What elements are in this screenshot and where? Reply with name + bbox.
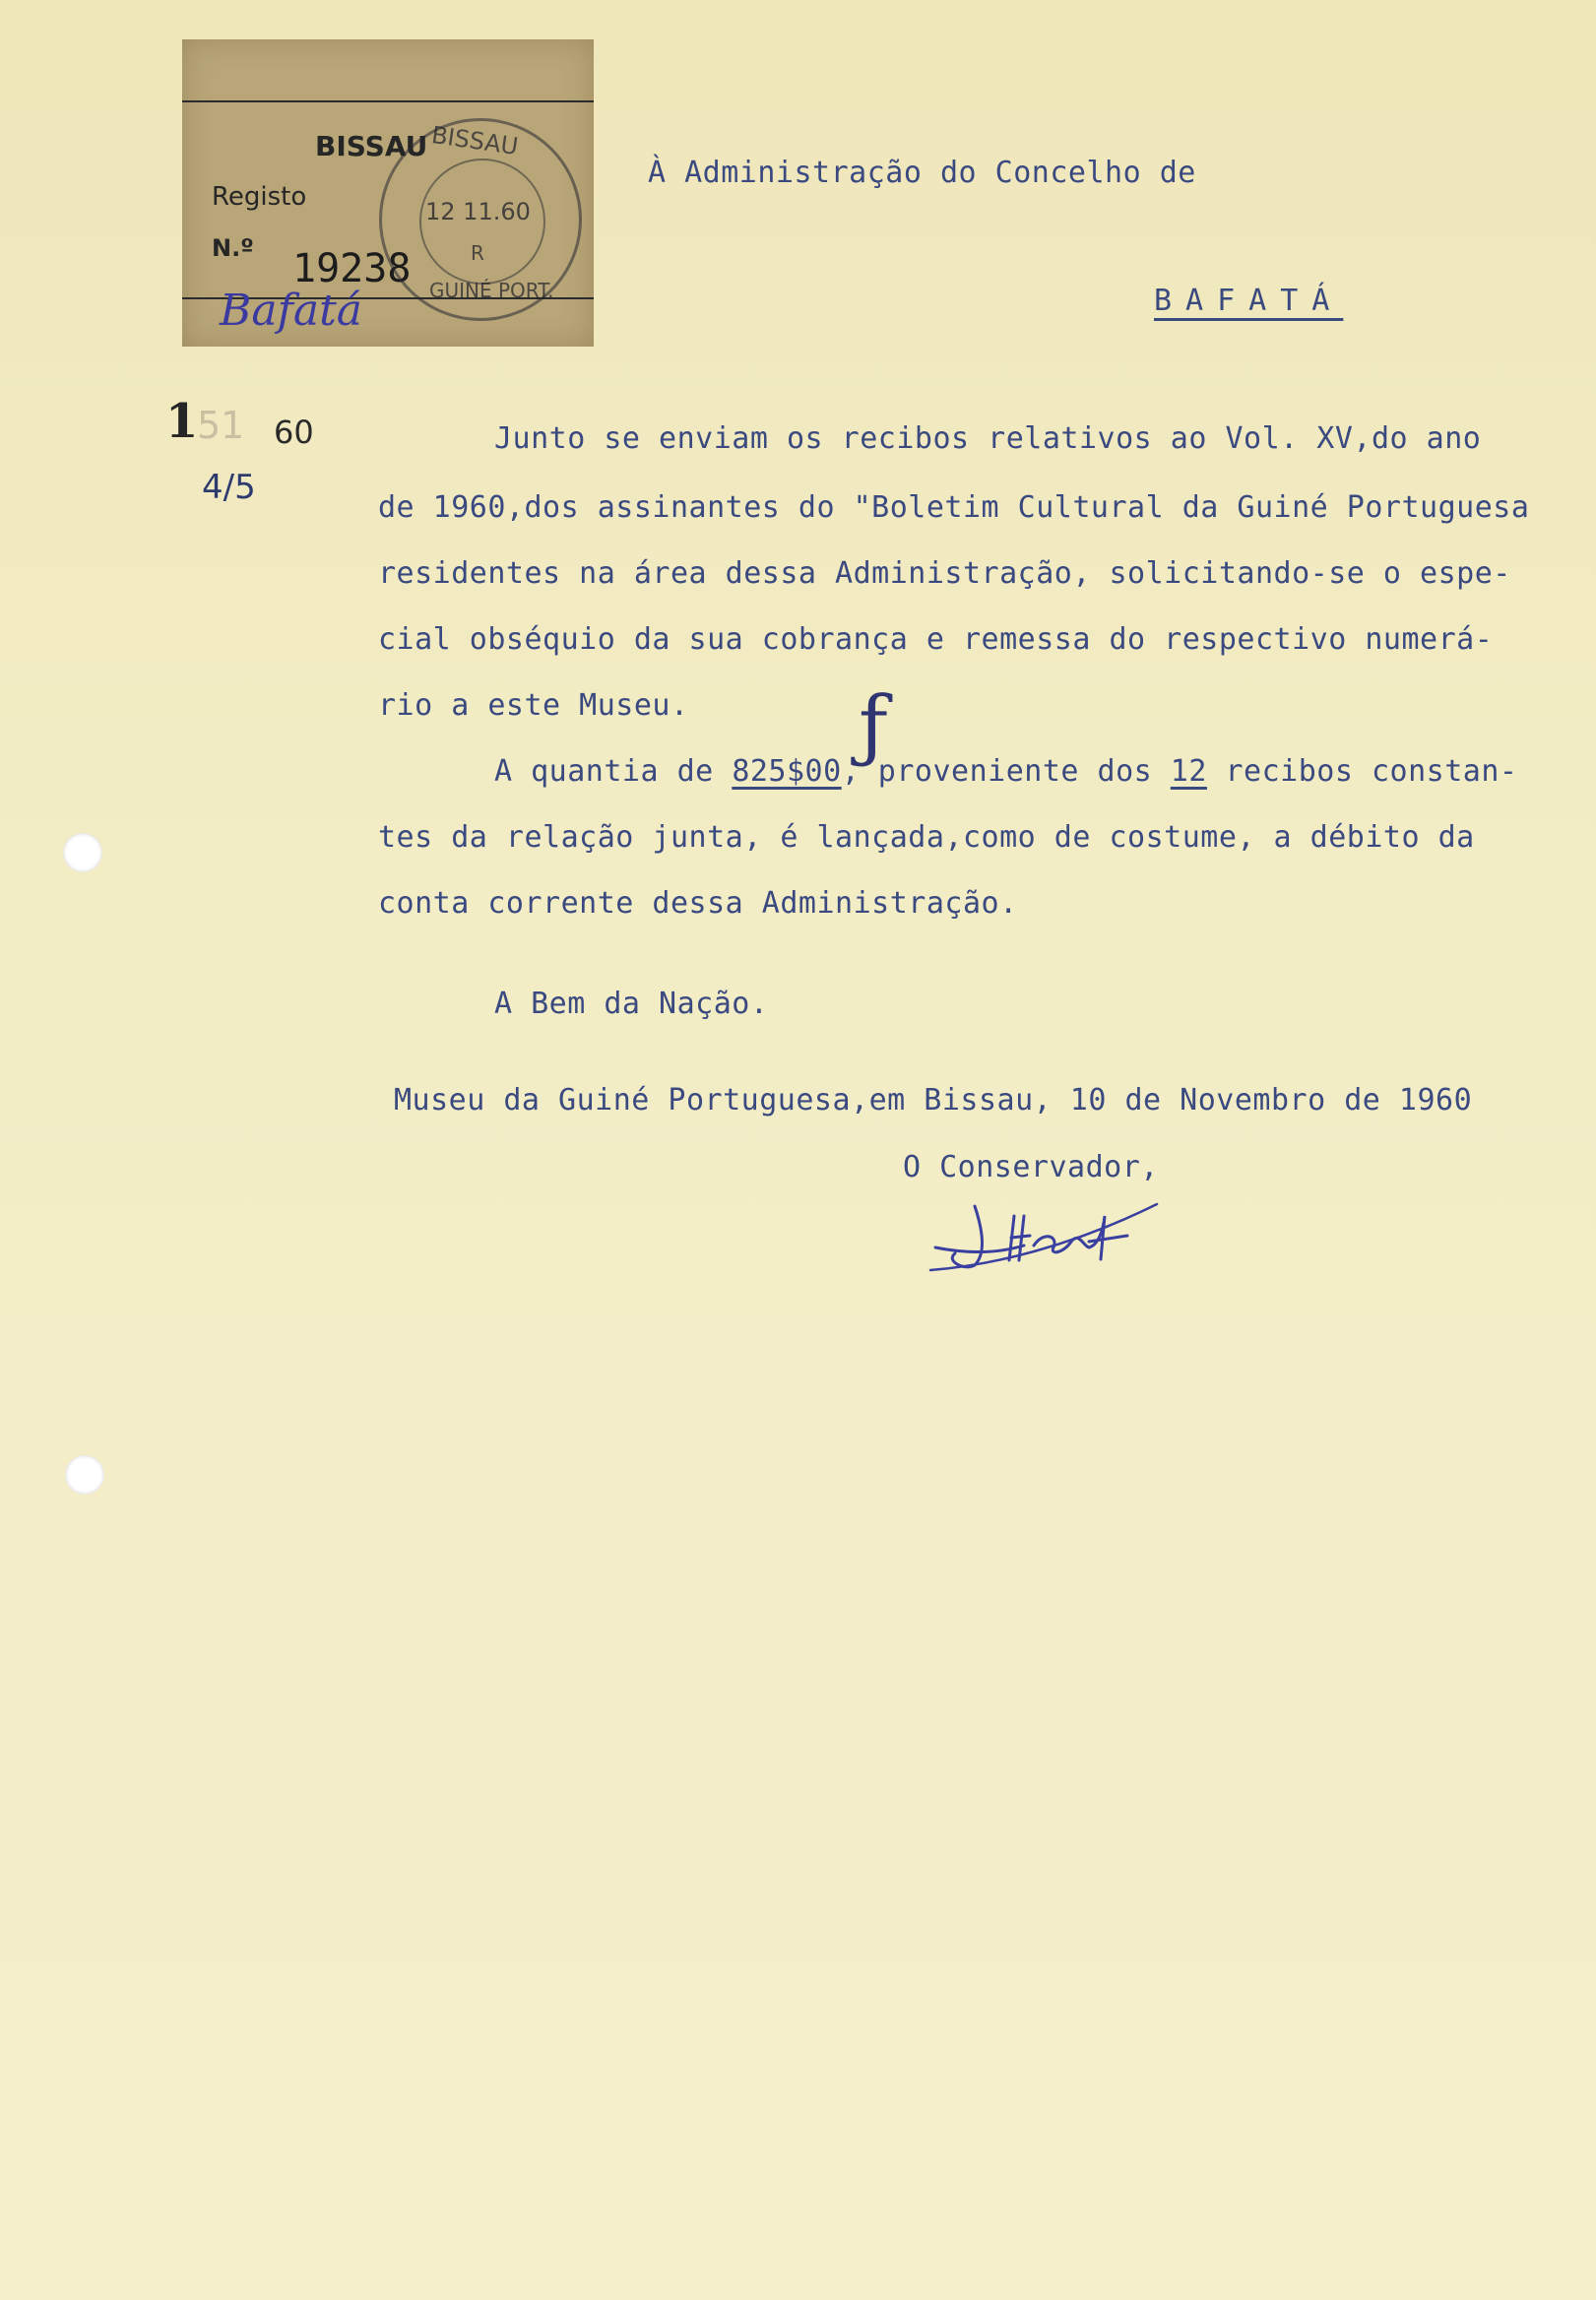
reference-stamped-number: 1: [165, 394, 199, 449]
place-date-line: Museu da Guiné Portuguesa,em Bissau, 10 de Novembro de 1960: [394, 1083, 1473, 1118]
handwritten-destination: Bafatá: [220, 286, 362, 336]
registo-label: Registo: [212, 182, 307, 212]
body-line-1: Junto se enviam os recibos relativos ao Vol. XV,do ano: [494, 421, 1482, 456]
punch-hole-bottom: [65, 1455, 104, 1495]
registration-label: [182, 39, 594, 347]
recipient-line: À Administração do Concelho de: [648, 156, 1196, 190]
amount-line: [494, 754, 1517, 789]
postmark-top-text: BISSAU: [429, 120, 520, 161]
body-line-7: tes da relação junta, é lançada,como de costume, a débito da: [378, 820, 1475, 855]
conservator-title: O Conservador,: [903, 1150, 1159, 1184]
label-rule-top: [182, 100, 594, 102]
number-prefix: N.º: [212, 234, 254, 262]
postmark-date: 12 11.60: [425, 198, 531, 225]
salutation: A Bem da Nação.: [494, 987, 769, 1021]
punch-hole-top: [63, 833, 102, 872]
reference-handwritten-sub: 4/5: [202, 468, 256, 507]
body-line-2: de 1960,dos assinantes do "Boletim Cultural da Guiné Portuguesa: [378, 490, 1530, 525]
receipt-count: 12: [1170, 754, 1207, 789]
amount-suffix: recibos constan-: [1206, 754, 1518, 789]
body-line-8: conta corrente dessa Administração.: [378, 886, 1018, 921]
postmark-letter: R: [471, 241, 484, 265]
handwritten-mark: ƒ: [859, 679, 888, 771]
body-line-3: residentes na área dessa Administração, solicitando-se o espe-: [378, 556, 1511, 591]
registration-number: 19238: [292, 246, 412, 291]
postmark-stamp: [379, 118, 582, 321]
recipient-town: BAFATÁ: [1154, 284, 1344, 318]
body-line-5: rio a este Museu.: [378, 688, 689, 723]
reference-faint-digits: 51: [197, 404, 245, 447]
amount-value: 825$00: [732, 754, 842, 789]
amount-prefix: A quantia de: [494, 754, 733, 789]
signature: [916, 1177, 1172, 1295]
amount-mid: , proveniente dos: [841, 754, 1171, 789]
office-name: BISSAU: [315, 130, 428, 162]
postmark-bottom-text: GUINÉ PORT.: [429, 279, 554, 302]
body-line-4: cial obséquio da sua cobrança e remessa do respectivo numerá-: [378, 622, 1494, 657]
reference-year: 60: [274, 414, 314, 451]
